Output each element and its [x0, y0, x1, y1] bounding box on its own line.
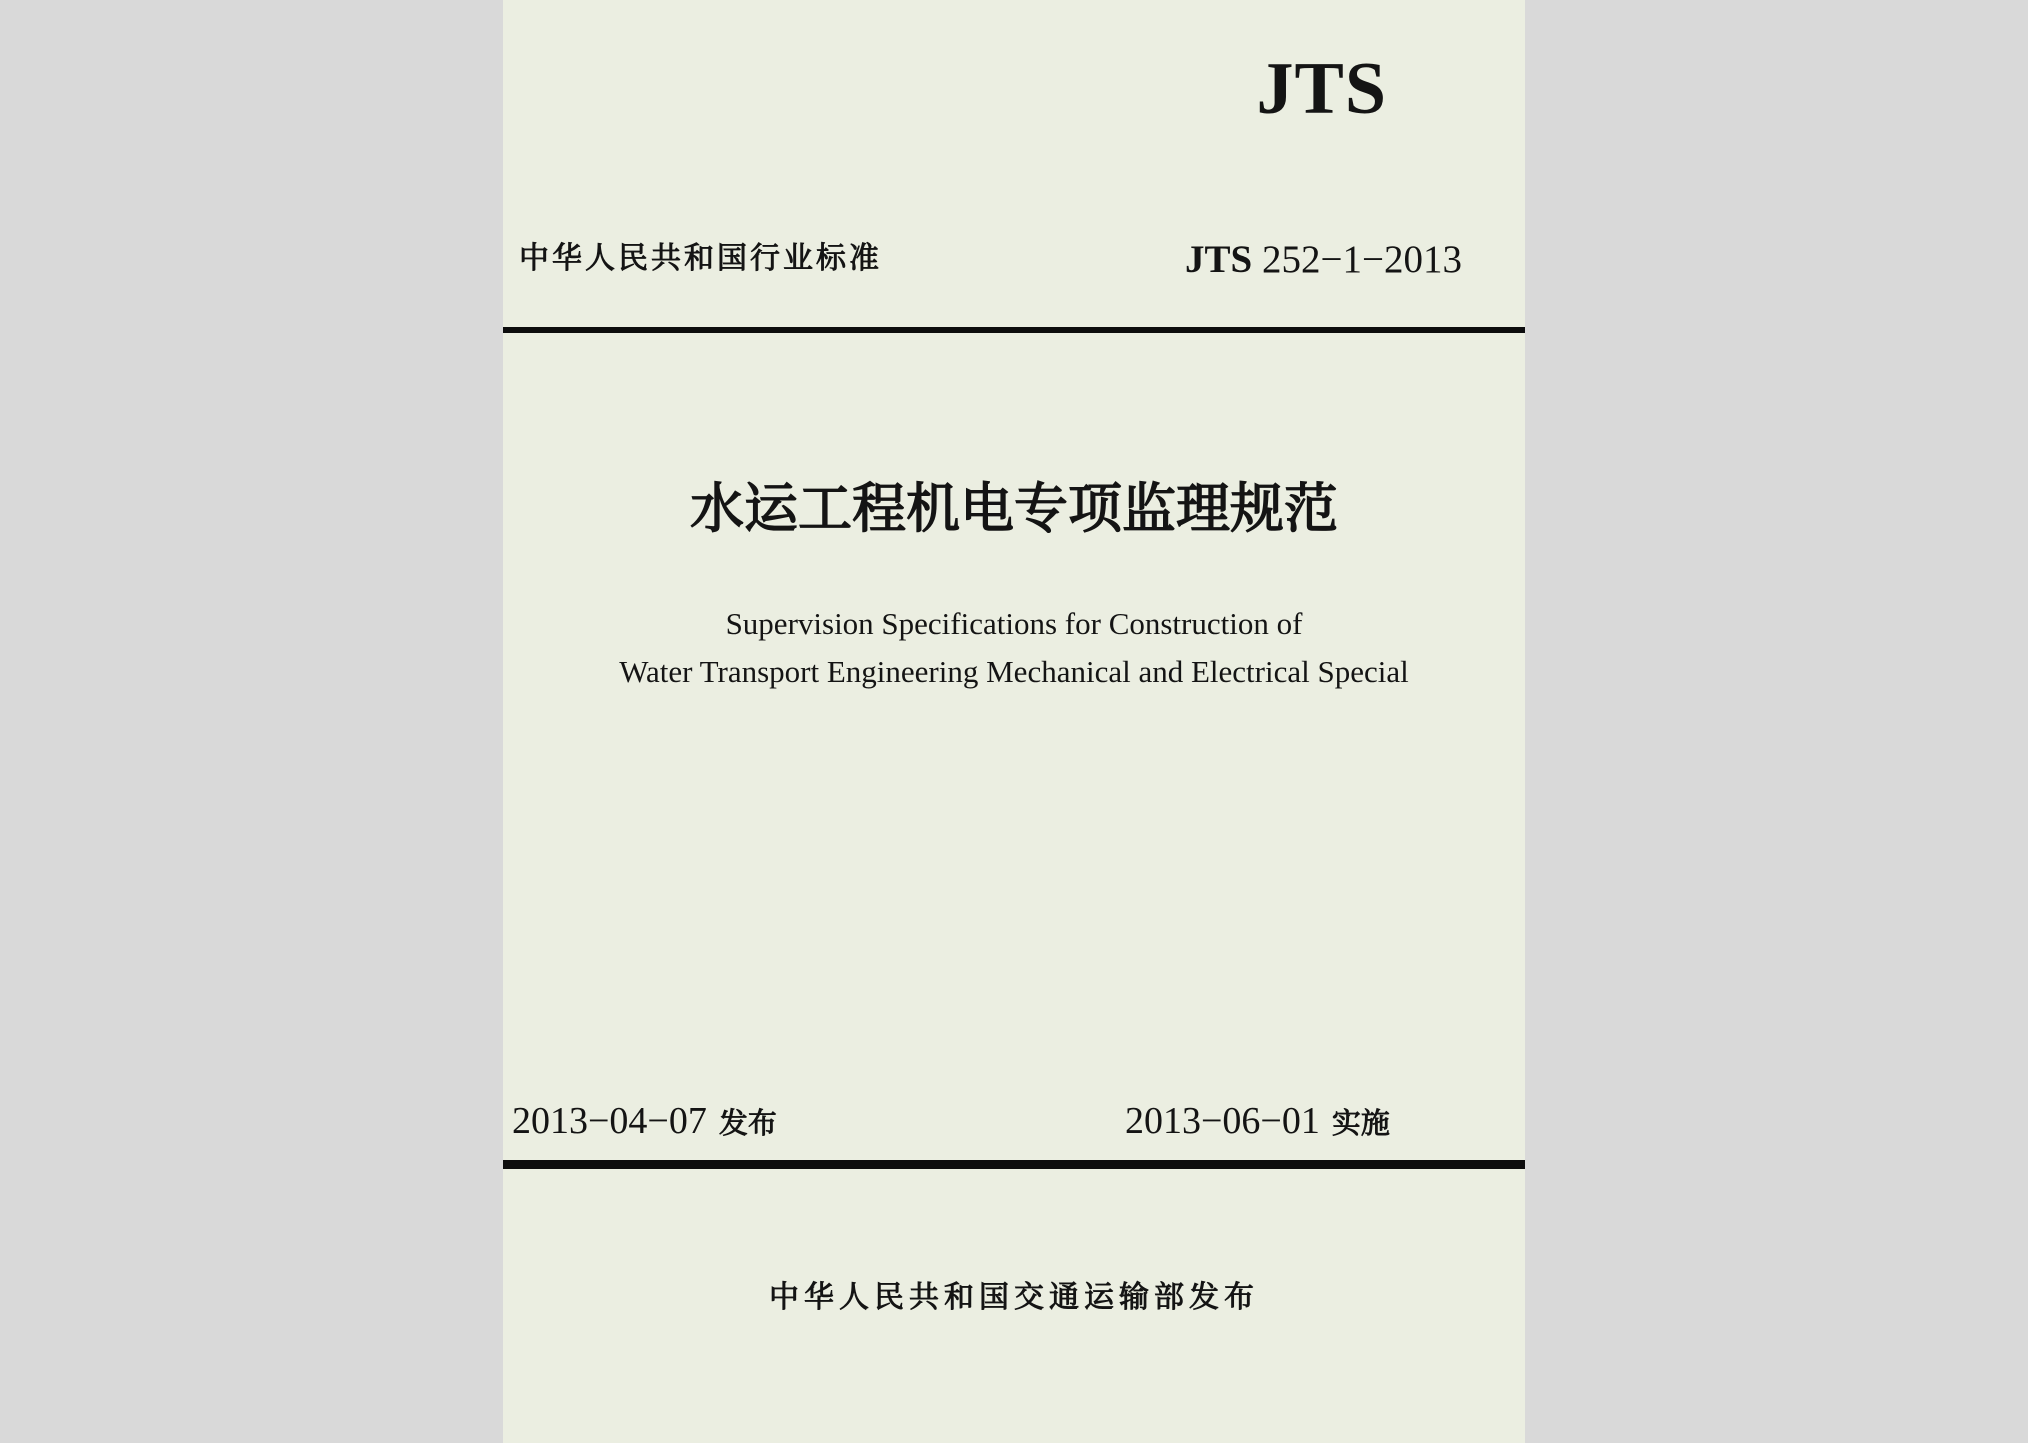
standard-code: 252−1−2013: [1262, 238, 1462, 281]
bottom-divider: [503, 1160, 1525, 1169]
issue-date: [512, 1102, 777, 1140]
publisher: 中华人民共和国交通运输部发布: [769, 1280, 1259, 1315]
title-english-line-1: Supervision Specifications for Construction of: [725, 606, 1303, 641]
implementation-date-value: 2013−06−01: [1125, 1100, 1320, 1142]
standard-category: 中华人民共和国行业标准: [519, 241, 882, 276]
issue-date-value: 2013−04−07: [512, 1100, 707, 1142]
jts-logo: JTS: [1256, 48, 1387, 130]
top-divider: [503, 327, 1525, 333]
implementation-date-label: 实施: [1331, 1106, 1390, 1140]
issue-date-label: 发布: [718, 1106, 777, 1140]
title-english-line-2: Water Transport Engineering Mechanical and Electrical Special: [619, 654, 1409, 689]
title-chinese: 水运工程机电专项监理规范: [690, 477, 1338, 540]
standard-number: [1185, 240, 1462, 279]
document-cover: [503, 0, 1525, 1443]
implementation-date: [1125, 1102, 1390, 1140]
standard-prefix: JTS: [1185, 238, 1253, 281]
